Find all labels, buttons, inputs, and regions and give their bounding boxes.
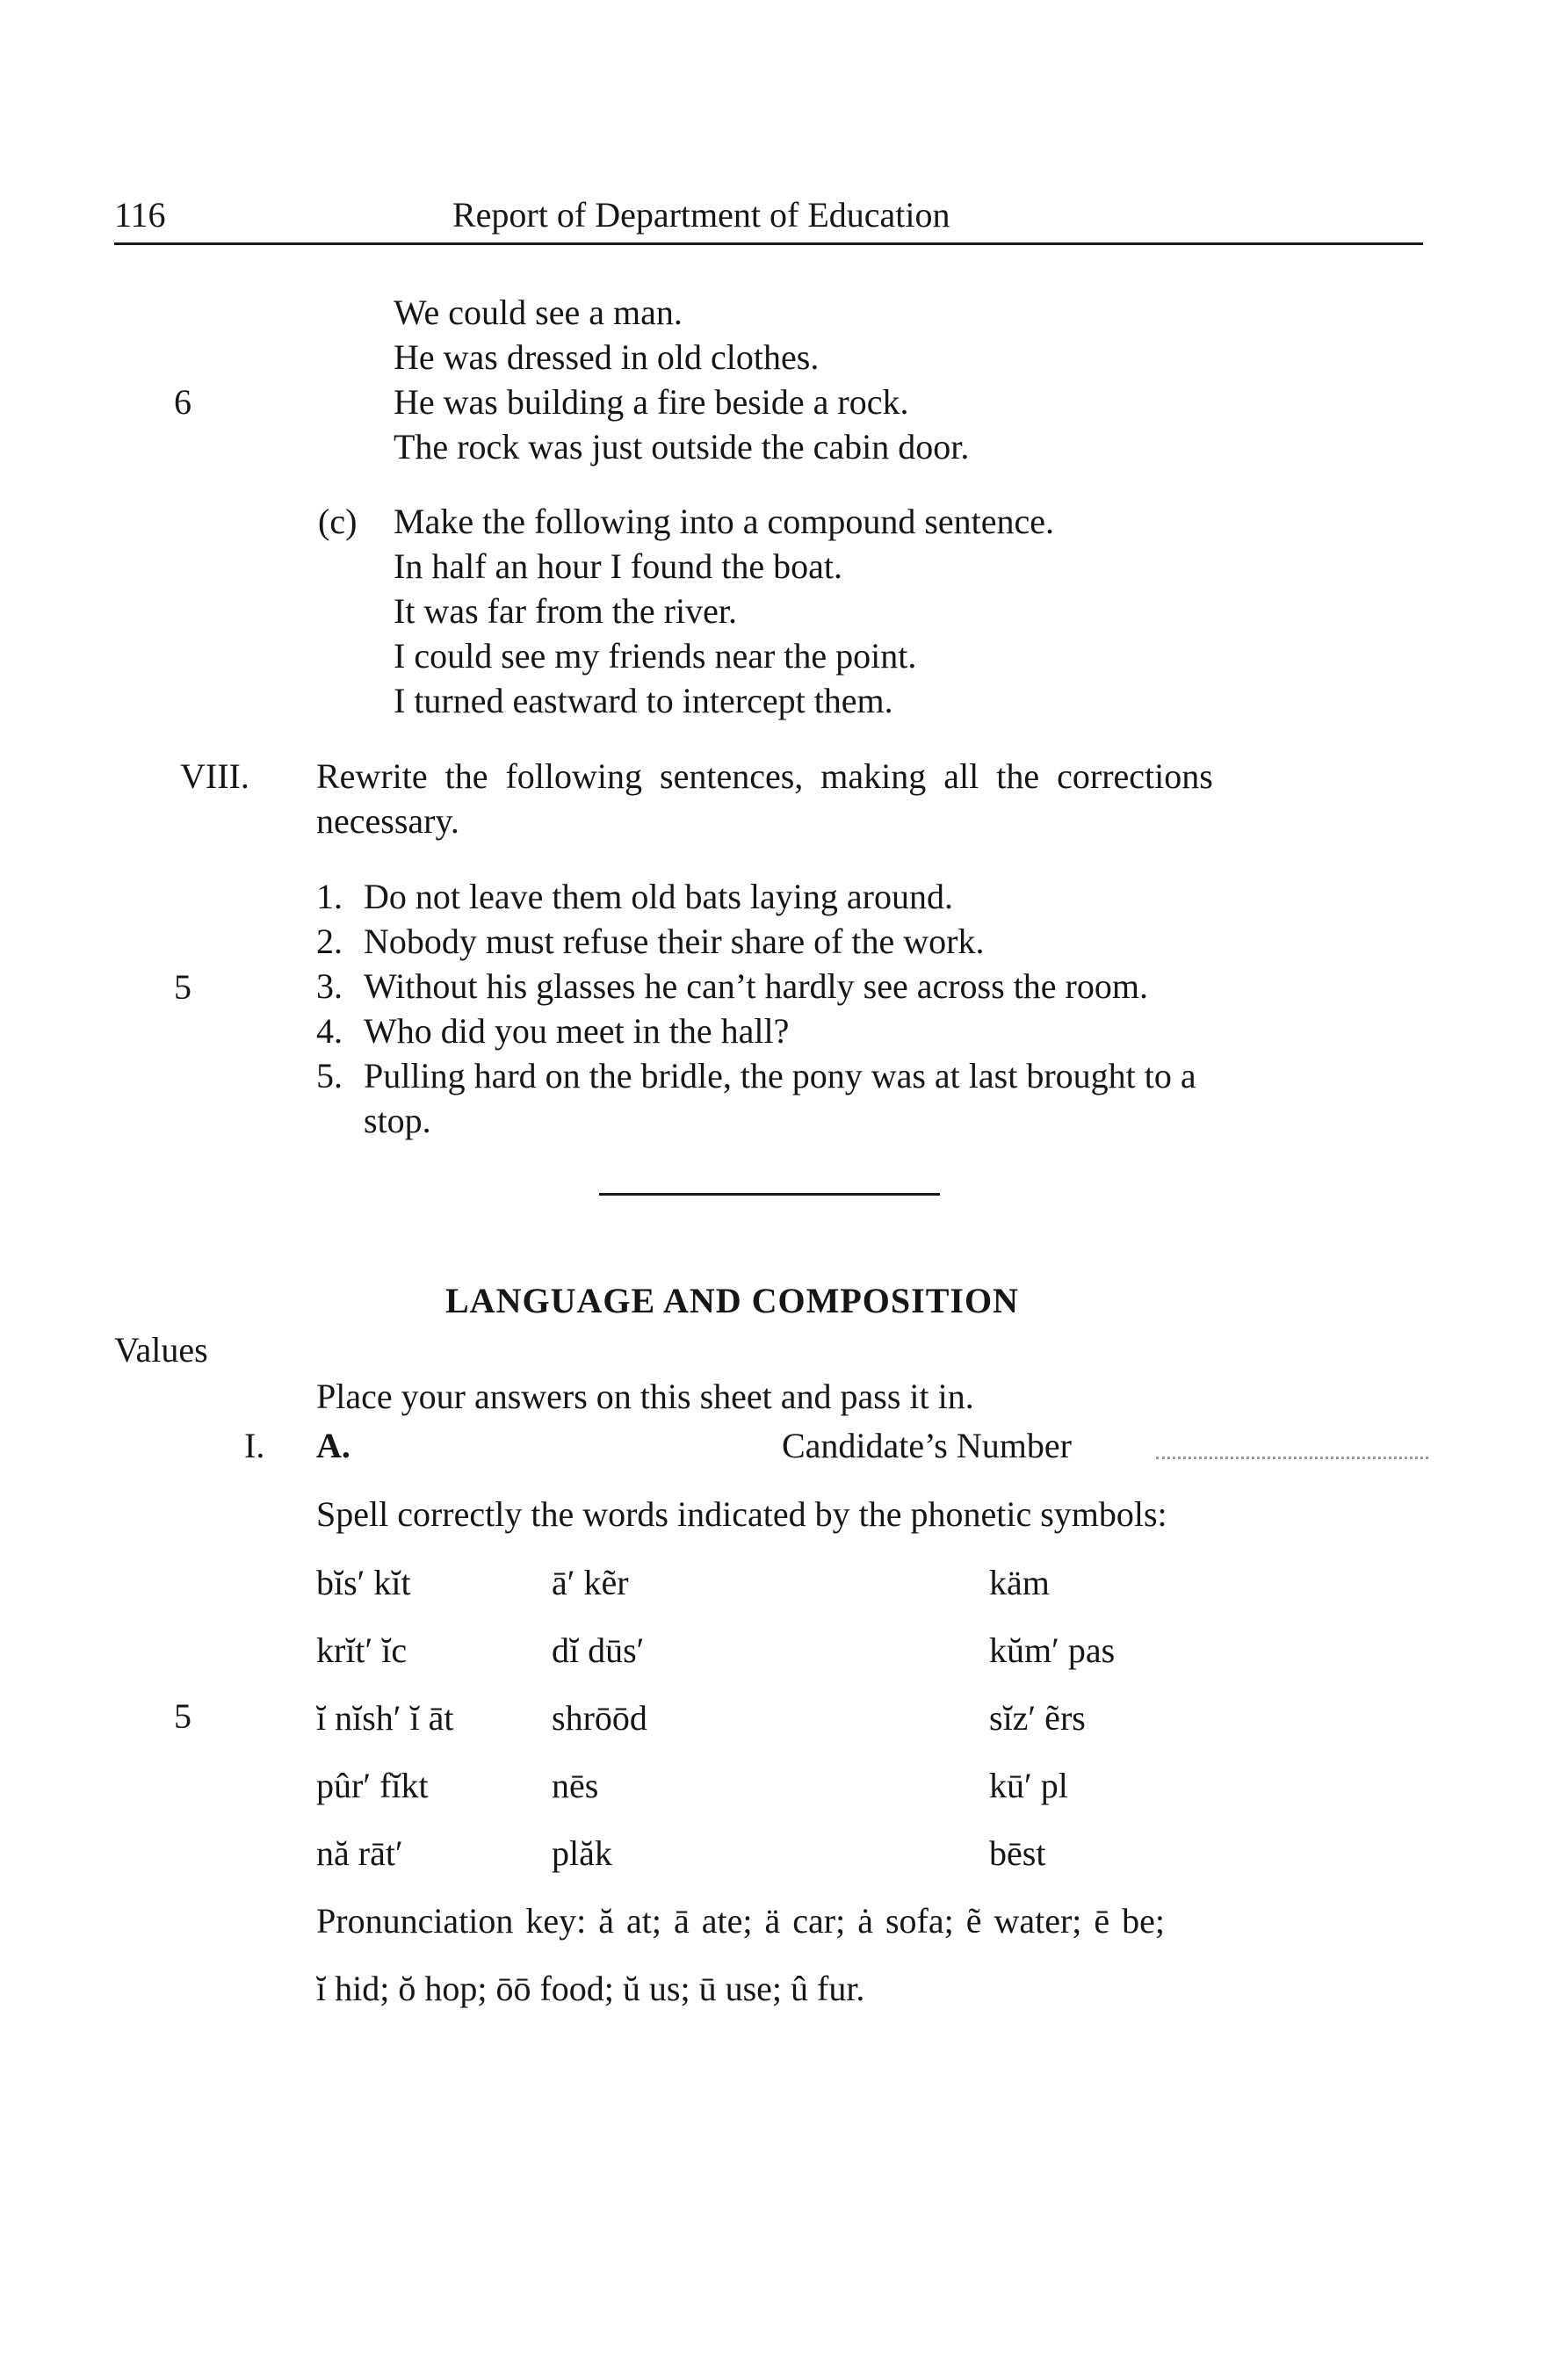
- answer-instruction: Place your answers on this sheet and pass it in.: [316, 1377, 974, 1416]
- phonetic-word: krĭt′ ĭc: [316, 1630, 408, 1670]
- sentence-line: I could see my friends near the point.: [394, 636, 917, 676]
- sentence-line: We could see a man.: [394, 293, 683, 332]
- item-number: 4.: [316, 1011, 343, 1051]
- phonetic-word: ā′ kẽr: [552, 1563, 629, 1602]
- item-text: Without his glasses he can’t hardly see across the room.: [364, 966, 1148, 1006]
- phonetic-word: nă rāt′: [316, 1833, 403, 1873]
- part-label: A.: [316, 1426, 350, 1465]
- phonetic-word: pûr′ fĭkt: [316, 1766, 429, 1805]
- section-divider: [599, 1193, 940, 1196]
- candidate-number-label: Candidate’s Number: [782, 1426, 1072, 1465]
- phonetic-word: käm: [989, 1563, 1050, 1602]
- item-number: 1.: [316, 877, 343, 916]
- item-number: 3.: [316, 966, 343, 1006]
- pronunciation-key-cont: ĭ hid; ŏ hop; ōō food; ŭ us; ū use; û fur.: [316, 1969, 865, 2008]
- item-number: 2.: [316, 922, 343, 961]
- section-instruction: Make the following into a compound sentence.: [394, 502, 1055, 541]
- sentence-line: He was building a fire beside a rock.: [394, 382, 909, 422]
- sentence-line: I turned eastward to intercept them.: [394, 681, 893, 720]
- question-numeral: VIII.: [180, 756, 249, 796]
- header-rule: [114, 242, 1423, 245]
- phonetic-word: ĭ nĭsh′ ĭ āt: [316, 1698, 454, 1738]
- item-text: Who did you meet in the hall?: [364, 1011, 790, 1051]
- sentence-line: In half an hour I found the boat.: [394, 546, 842, 586]
- value-mark: 6: [174, 382, 191, 422]
- question-numeral: I.: [244, 1426, 265, 1465]
- question-instruction: Rewrite the following sentences, making all the corrections: [316, 756, 1213, 796]
- sentence-line: He was dressed in old clothes.: [394, 337, 820, 377]
- sentence-line: It was far from the river.: [394, 591, 737, 631]
- phonetic-word: nēs: [552, 1766, 599, 1805]
- item-text-cont: stop.: [364, 1101, 431, 1140]
- value-mark: 5: [174, 967, 191, 1007]
- item-text: Pulling hard on the bridle, the pony was at last brought to a: [364, 1056, 1196, 1095]
- candidate-number-blank: [1156, 1457, 1428, 1459]
- spell-instruction: Spell correctly the words indicated by the phonetic symbols:: [316, 1494, 1167, 1534]
- phonetic-word: kū′ pl: [989, 1766, 1068, 1805]
- phonetic-word: kŭm′ pas: [989, 1630, 1116, 1670]
- question-instruction-cont: necessary.: [316, 801, 459, 841]
- running-title: Report of Department of Education: [452, 195, 950, 235]
- item-marker: (c): [318, 502, 358, 541]
- page-number: 116: [114, 195, 166, 235]
- item-text: Do not leave them old bats laying around.: [364, 877, 953, 916]
- pronunciation-key: Pronunciation key: ă at; ā ate; ä car; ȧ sofa; ẽ water; ē be;: [316, 1901, 1166, 1941]
- value-mark: 5: [174, 1696, 191, 1736]
- phonetic-word: dĭ dūs′: [552, 1630, 645, 1670]
- phonetic-word: bēst: [989, 1833, 1046, 1873]
- item-number: 5.: [316, 1056, 343, 1095]
- sentence-line: The rock was just outside the cabin door.: [394, 427, 970, 466]
- phonetic-word: bĭs′ kĭt: [316, 1563, 411, 1602]
- values-label: Values: [114, 1330, 208, 1370]
- phonetic-word: sĭz′ ẽrs: [989, 1698, 1086, 1738]
- phonetic-word: plăk: [552, 1833, 612, 1873]
- section-heading: LANGUAGE AND COMPOSITION: [445, 1281, 1019, 1320]
- item-text: Nobody must refuse their share of the work.: [364, 922, 985, 961]
- phonetic-word: shrōōd: [552, 1698, 647, 1738]
